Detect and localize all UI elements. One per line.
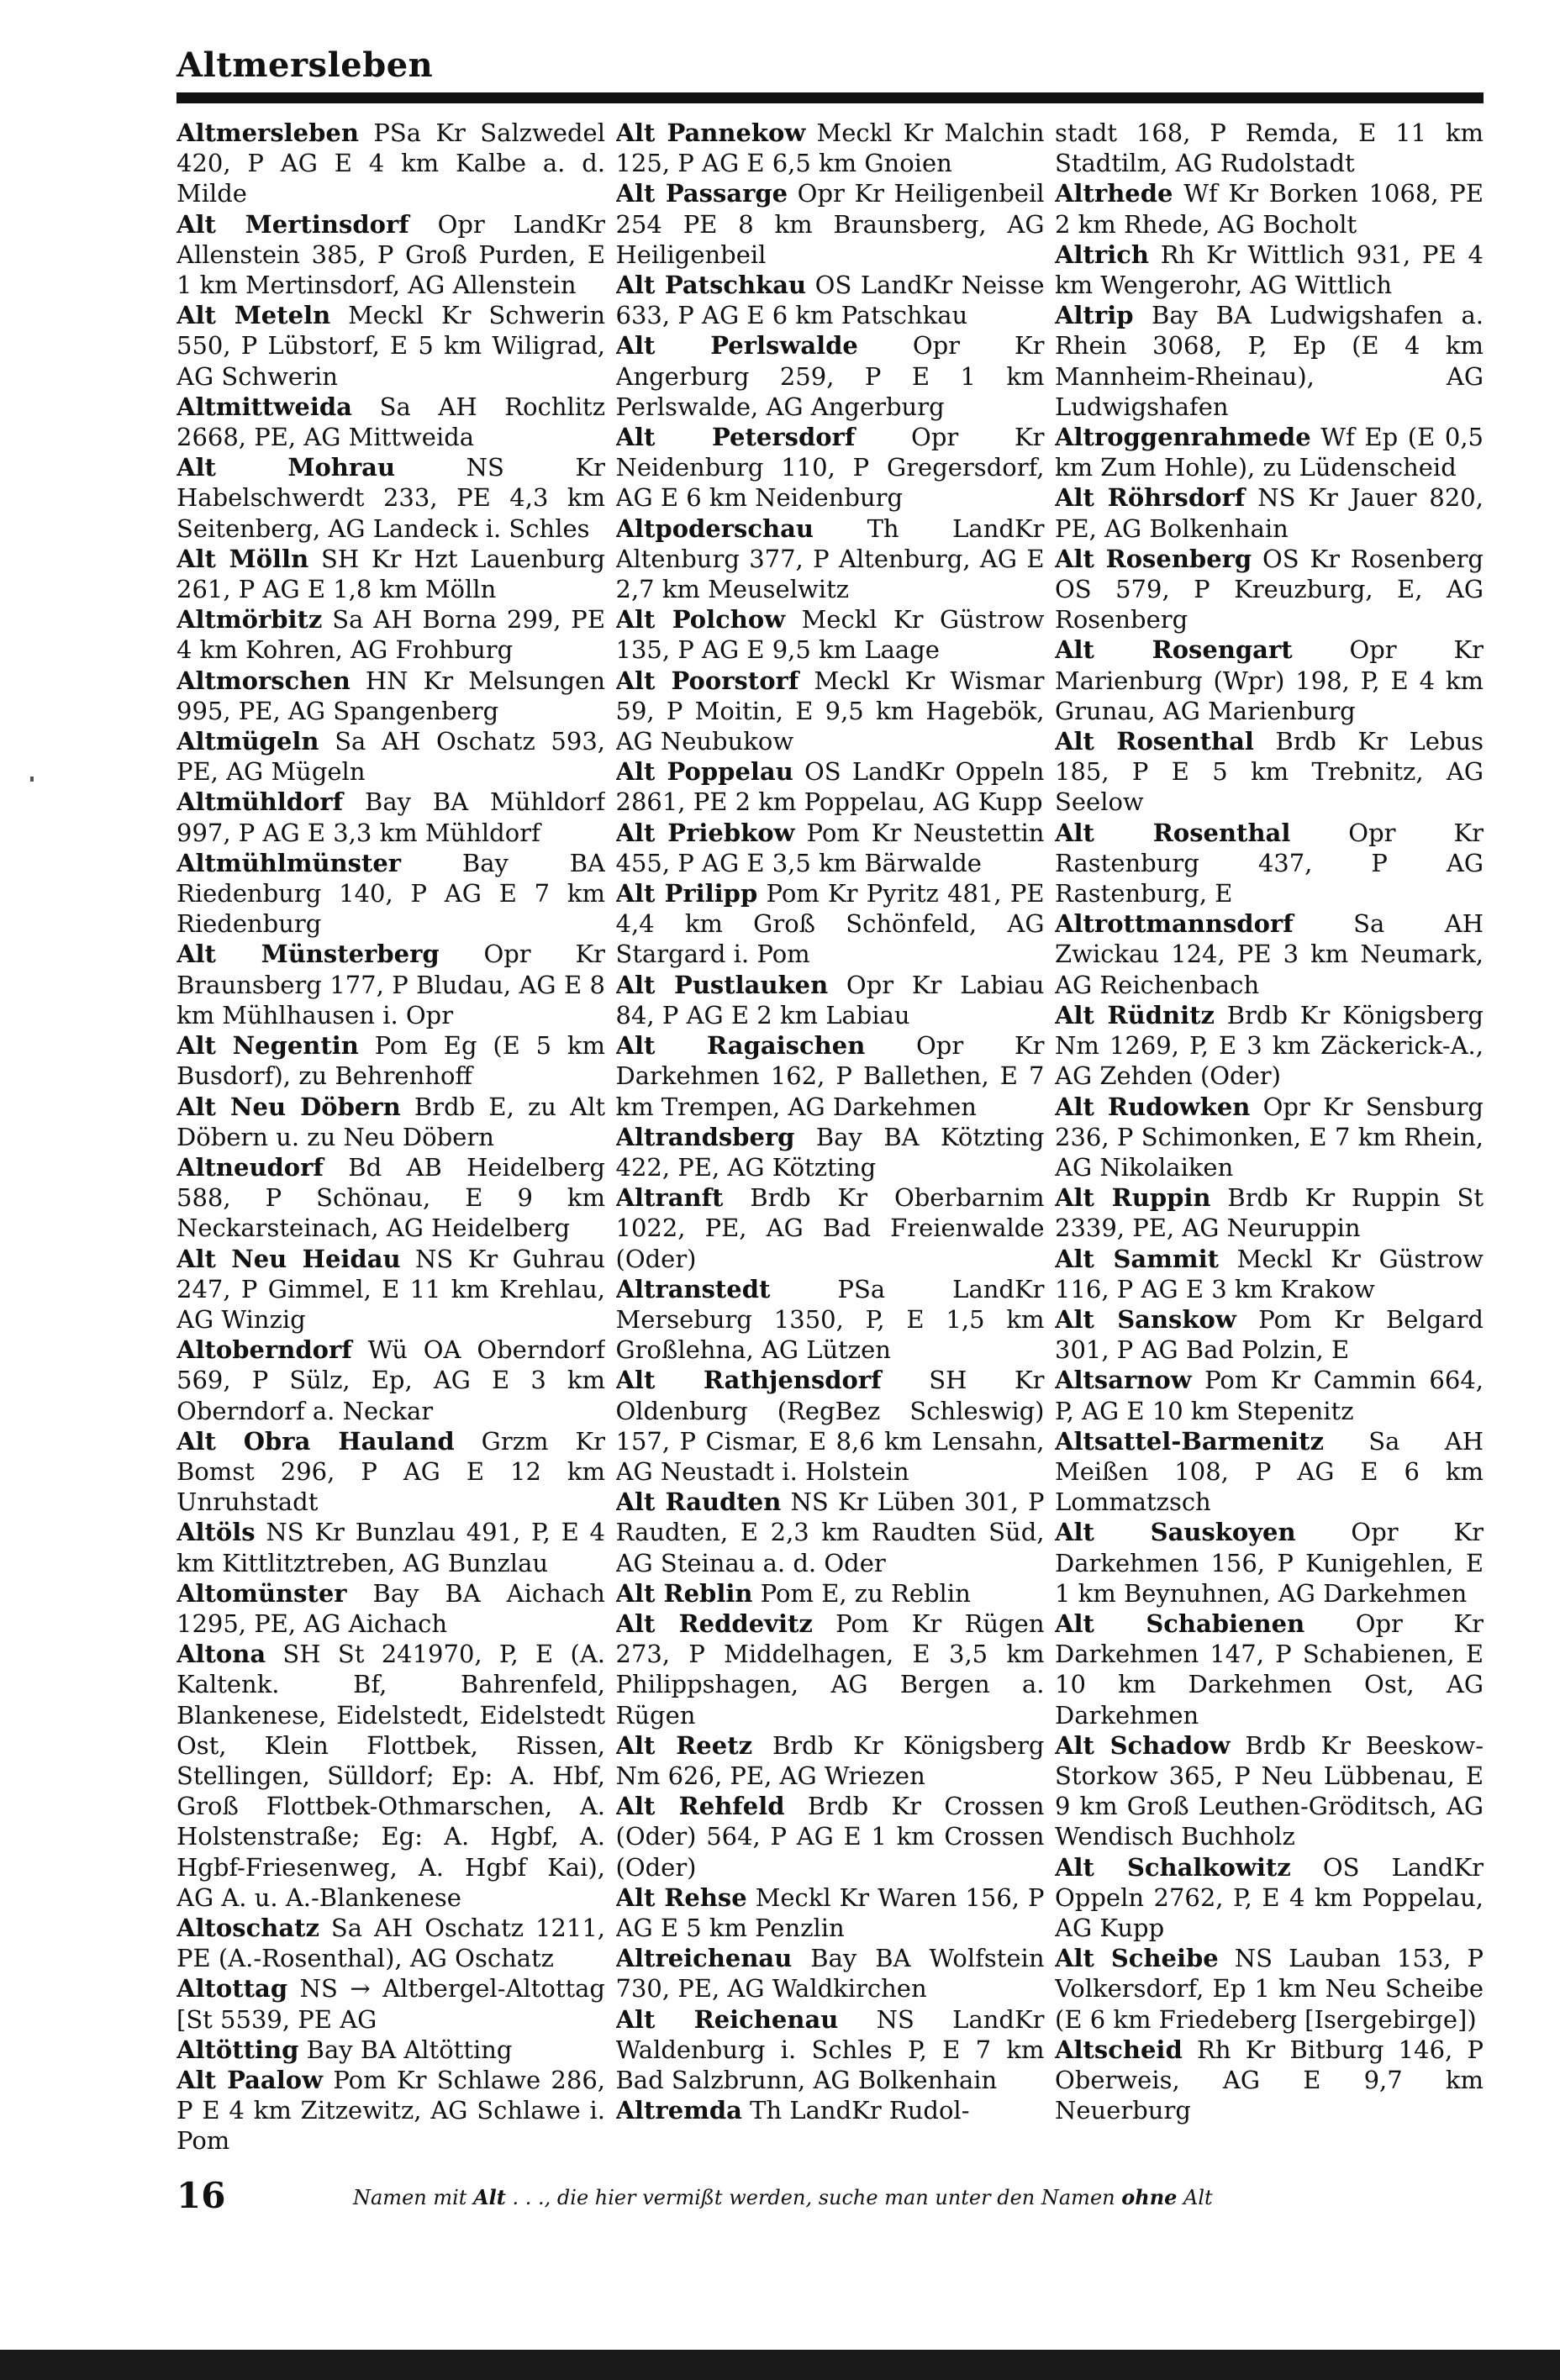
entry	[1055, 1730, 1484, 1852]
entry-name: Altoschatz	[177, 1913, 319, 1942]
entry	[177, 1426, 605, 1518]
entry-text: Bay BA Kötzting 422, PE, AG Kötzting	[615, 1122, 1045, 1182]
entry-name: Altomünster	[177, 1578, 347, 1608]
entry	[177, 209, 605, 301]
entry-name: Alt Poorstorf	[615, 666, 799, 695]
entry-name: Alt Reichenau	[615, 2004, 839, 2034]
entry	[177, 1092, 605, 1152]
entry	[616, 878, 1045, 970]
entry	[1055, 1000, 1484, 1092]
entry	[1055, 1365, 1484, 1425]
page-title: Altmersleben	[177, 45, 434, 85]
entry-name: Alt Schalkowitz	[1055, 1852, 1291, 1882]
entry	[1055, 726, 1484, 818]
entry-text: Sa AH Oschatz 593, PE, AG Mügeln	[177, 727, 605, 787]
entry	[616, 422, 1045, 513]
entry	[1055, 818, 1484, 909]
entry-text: Wf Ep (E 0,5 km Zum Hohle), zu Lüdenscheid	[1055, 423, 1484, 482]
entry-text: Bay BA Aichach 1295, PE, AG Aichach	[177, 1578, 605, 1638]
entry-name: Altroggenrahmede	[1055, 423, 1311, 452]
entry	[616, 970, 1045, 1030]
entry	[177, 118, 605, 209]
entry	[1055, 2035, 1484, 2126]
entry	[1055, 1852, 1484, 1944]
footer-note-post: Alt	[1177, 2186, 1213, 2209]
entry	[616, 1791, 1045, 1882]
entry	[1055, 1517, 1484, 1609]
entry-text: Bay BA Wolfstein 730, PE, AG Waldkirchen	[615, 1944, 1045, 2004]
entry	[1055, 634, 1484, 726]
entry-name: Alt Ruppin	[1055, 1183, 1211, 1213]
entry	[1055, 1609, 1484, 1730]
entry-name: Altreichenau	[615, 1944, 793, 1973]
entry-name: Alt Rüdnitz	[1055, 1000, 1215, 1029]
entry-text: SH St 241970, P, E (A. Kaltenk. Bf, Bahrenfeld, Blankenese, Eidelstedt, Eidelstedt Ost, Klein Flottbek, Rissen, Stellingen, Sülldorf; Ep: A. Hbf, Groß Flottbek-Othmarschen, A. Holstenstraße; Eg: A. Hgbf, A. Hgbf-Friesenweg, A. Hgbf Kai), AG A. u. A.-Blankenese	[177, 1640, 605, 1912]
entry	[616, 1030, 1045, 1122]
gazetteer-columns	[177, 118, 1484, 2235]
entry-name: Alt Rosenthal	[1055, 727, 1254, 756]
entry-text: Opr Kr Marienburg (Wpr) 198, P, E 4 km Grunau, AG Marienburg	[1055, 635, 1484, 725]
footer-note-pre: Namen mit	[353, 2186, 474, 2209]
entry-name: Alt Petersdorf	[615, 423, 856, 452]
entry	[616, 2004, 1045, 2096]
entry-text: Sa AH Rochlitz 2668, PE, AG Mittweida	[177, 392, 605, 452]
footer-note	[353, 2185, 1213, 2209]
column-2	[616, 118, 1045, 2235]
entry-text: Pom Kr Pyritz 481, PE 4,4 km Groß Schönfeld, AG Stargard i. Pom	[615, 879, 1045, 969]
page-number: 16	[177, 2175, 226, 2216]
entry-text: HN Kr Melsungen 995, PE, AG Spangenberg	[177, 666, 605, 725]
entry-name: Alt Passarge	[615, 179, 788, 208]
entry-text: OS LandKr Oppeln 2762, P, E 4 km Poppelau, AG Kupp	[1055, 1852, 1484, 1942]
entry-text: Pom Eg (E 5 km Busdorf), zu Behrenhoff	[177, 1031, 605, 1091]
entry-name: Alt Ragaischen	[615, 1031, 866, 1061]
entry-name: Alt Rehse	[615, 1882, 747, 1912]
column-1	[177, 118, 605, 2235]
entry-text: Th LandKr Rudol-	[741, 2096, 970, 2125]
entry-name: Alt Prilipp	[615, 879, 758, 908]
entry	[177, 1244, 605, 1335]
entry-text: Brdb E, zu Alt Döbern u. zu Neu Döbern	[177, 1092, 605, 1151]
entry	[616, 1365, 1045, 1487]
entry-text: NS LandKr Waldenburg i. Schles P, E 7 km Bad Salzbrunn, AG Bolkenhain	[615, 2004, 1045, 2094]
entry	[1055, 1426, 1484, 1518]
entry-name: Alt Reetz	[615, 1730, 753, 1760]
entry-name: Altmörbitz	[177, 605, 323, 634]
entry-name: Altsattel-Barmenitz	[1055, 1426, 1325, 1456]
entry-text: SH Kr Oldenburg (RegBez Schleswig) 157, P Cismar, E 8,6 km Lensahn, AG Neustadt i. Holstein	[615, 1366, 1045, 1486]
entry-name: Alt Priebkow	[615, 818, 795, 847]
entry	[616, 513, 1045, 605]
entry-text: Opr Kr Neidenburg 110, P Gregersdorf, AG E 6 km Neidenburg	[615, 423, 1045, 513]
entry	[1055, 482, 1484, 543]
entry-name: Alt Rudowken	[1055, 1092, 1251, 1121]
entry-name: Alt Meteln	[177, 301, 331, 330]
entry	[177, 1517, 605, 1577]
entry-name: Alt Paalow	[177, 2066, 324, 2094]
entry-name: Altottag	[177, 1974, 288, 2004]
entry-name: Alt Rathjensdorf	[615, 1366, 882, 1395]
entry-text: PSa LandKr Merseburg 1350, P, E 1,5 km Großlehna, AG Lützen	[615, 1274, 1045, 1365]
entry-text: NS Lauban 153, P Volkersdorf, Ep 1 km Neu Scheibe (E 6 km Friedeberg [Isergebirge])	[1055, 1944, 1484, 2034]
entry-text: NS Kr Guhrau 247, P Gimmel, E 11 km Krehlau, AG Winzig	[177, 1244, 605, 1334]
entry-text: Pom Kr Rügen 273, P Middelhagen, E 3,5 km Philippshagen, AG Bergen a. Rügen	[615, 1609, 1045, 1730]
entry-name: Altmügeln	[177, 727, 319, 756]
entry	[1055, 240, 1484, 300]
entry-name: Altrottmannsdorf	[1055, 909, 1294, 939]
entry-text: NS Kr Bunzlau 491, P, E 4 km Kittlitztreben, AG Bunzlau	[177, 1518, 605, 1577]
entry-name: Altötting	[177, 2035, 299, 2064]
entry-name: Alt Poppelau	[615, 757, 793, 787]
entry-text: NS Kr Lüben 301, P Raudten, E 2,3 km Raudten Süd, AG Steinau a. d. Oder	[615, 1488, 1045, 1577]
entry-text: Brdb Kr Lebus 185, P E 5 km Trebnitz, AG Seelow	[1055, 727, 1484, 817]
entry	[616, 1182, 1045, 1274]
footer-note-ohne: ohne	[1121, 2185, 1178, 2209]
entry-name: Alt Sanskow	[1055, 1304, 1236, 1334]
entry-name: Alt Sammit	[1055, 1244, 1219, 1273]
entry	[177, 666, 605, 726]
entry-text: OS LandKr Oppeln 2861, PE 2 km Poppelau, AG Kupp	[615, 757, 1045, 817]
entry-name: Altrich	[1055, 240, 1149, 269]
entry-text: Brdb Kr Ruppin St 2339, PE, AG Neuruppin	[1055, 1183, 1484, 1243]
entry	[616, 1882, 1045, 1943]
entry-text: Opr Kr Sensburg 236, P Schimonken, E 7 km Rhein, AG Nikolaiken	[1055, 1092, 1484, 1182]
entry-name: Altpoderschau	[615, 513, 814, 543]
entry-name: Altranstedt	[615, 1274, 771, 1303]
entry	[1055, 118, 1484, 178]
entry-text: Meckl Kr Güstrow 116, P AG E 3 km Krakow	[1055, 1244, 1484, 1303]
entry-text: Bay BA Altötting	[298, 2035, 513, 2064]
entry	[177, 787, 605, 847]
footer-note-alt: Alt	[473, 2185, 506, 2209]
entry-text: Brdb Kr Königsberg Nm 1269, P, E 3 km Zäckerick-A., AG Zehden (Oder)	[1055, 1000, 1484, 1091]
entry-text: Bay BA Ludwigshafen a. Rhein 3068, P, Ep (E 4 km Mannheim-Rheinau), AG Ludwigshafen	[1055, 301, 1484, 421]
entry	[1055, 1304, 1484, 1365]
entry	[616, 604, 1045, 665]
entry-text: Pom Kr Belgard 301, P AG Bad Polzin, E	[1055, 1304, 1484, 1365]
entry	[616, 1487, 1045, 1578]
entry-text: Sa AH Zwickau 124, PE 3 km Neumark, AG Reichenbach	[1055, 909, 1484, 999]
entry-name: Alt Sauskoyen	[1055, 1518, 1296, 1547]
entry	[616, 1730, 1045, 1791]
column-3	[1055, 118, 1484, 2235]
entry	[177, 300, 605, 392]
entry	[177, 1152, 605, 1244]
entry	[616, 178, 1045, 270]
entry	[177, 726, 605, 787]
entry-name: Alt Raudten	[615, 1488, 782, 1517]
entry-name: Alt Röhrsdorf	[1055, 483, 1246, 513]
entry-text: Opr Kr Angerburg 259, P E 1 km Perlswalde, AG Angerburg	[615, 331, 1045, 421]
entry-name: Alt Mölln	[177, 544, 309, 573]
entry-name: Alt Pustlauken	[615, 970, 829, 999]
entry-text: Bay BA Mühldorf 997, P AG E 3,3 km Mühldorf	[177, 787, 605, 847]
entry-name: Alt Reddevitz	[615, 1609, 813, 1638]
entry-text: Brdb Kr Oberbarnim 1022, PE, AG Bad Freienwalde (Oder)	[615, 1183, 1045, 1273]
entry-text: Pom Kr Cammin 664, P, AG E 10 km Stepenitz	[1055, 1366, 1484, 1425]
entry	[177, 848, 605, 940]
entry	[177, 1639, 605, 1913]
entry-name: Alt Mertinsdorf	[177, 209, 409, 239]
entry-name: Altmorschen	[177, 666, 350, 695]
entry-text: Opr Kr Braunsberg 177, P Bludau, AG E 8 km Mühlhausen i. Opr	[177, 940, 605, 1029]
entry-text: SH Kr Hzt Lauenburg 261, P AG E 1,8 km Mölln	[177, 544, 605, 604]
entry-text: Opr Kr Rastenburg 437, P AG Rastenburg, E	[1055, 818, 1484, 908]
entry-text: Opr Kr Darkehmen 162, P Ballethen, E 7 km Trempen, AG Darkehmen	[615, 1031, 1045, 1121]
entry-name: Alt Rosenberg	[1055, 544, 1252, 573]
entry-name: Alt Pannekow	[615, 118, 806, 147]
entry-text: Wü OA Oberndorf 569, P Sülz, Ep, AG E 3 km Oberndorf a. Neckar	[177, 1335, 605, 1425]
entry	[1055, 1943, 1484, 2035]
entry-name: Altoberndorf	[177, 1335, 352, 1365]
entry-text: Pom E, zu Reblin	[752, 1578, 971, 1608]
entry-text: stadt 168, P Remda, E 11 km Stadtilm, AG Rudolstadt	[1055, 118, 1484, 178]
entry	[1055, 908, 1484, 1000]
entry	[177, 2065, 605, 2156]
entry-name: Alt Polchow	[615, 605, 786, 634]
entry-text: Pom Kr Schlawe 286, P E 4 km Zitzewitz, AG Schlawe i. Pom	[177, 2066, 605, 2156]
entry-name: Altneudorf	[177, 1152, 324, 1182]
entry	[616, 1274, 1045, 1366]
entry-name: Alt Neu Heidau	[177, 1244, 401, 1273]
entry	[616, 118, 1045, 178]
entry	[616, 270, 1045, 330]
entry-text: Brdb Kr Beeskow-Storkow 365, P Neu Lübbenau, E 9 km Groß Leuthen-Gröditsch, AG Wendisch Buchholz	[1055, 1730, 1484, 1851]
entry-name: Altmittweida	[177, 392, 352, 421]
footer-note-mid: . . ., die hier vermißt werden, suche man unter den Namen	[505, 2186, 1122, 2209]
entry-text: Rh Kr Bitburg 146, P Oberweis, AG E 9,7 km Neuerburg	[1055, 2035, 1484, 2125]
entry-text: Meckl Kr Schwerin 550, P Lübstorf, E 5 km Wiligrad, AG Schwerin	[177, 301, 605, 391]
entry-text: NS Kr Jauer 820, PE, AG Bolkenhain	[1055, 483, 1484, 543]
entry-name: Alt Negentin	[177, 1031, 359, 1061]
entry-name: Alt Perlswalde	[615, 331, 858, 361]
entry	[1055, 300, 1484, 422]
entry-name: Altöls	[177, 1518, 256, 1547]
entry	[616, 756, 1045, 817]
entry-name: Alt Neu Döbern	[177, 1092, 401, 1121]
entry-name: Alt Patschkau	[615, 271, 807, 300]
entry-name: Alt Obra Hauland	[177, 1426, 455, 1456]
entry	[1055, 544, 1484, 635]
entry-name: Alt Reblin	[615, 1578, 753, 1608]
entry-text: OS LandKr Neisse 633, P AG E 6 km Patschkau	[615, 271, 1045, 330]
entry	[177, 604, 605, 665]
entry-text: PSa Kr Salzwedel 420, P AG E 4 km Kalbe a. d. Milde	[177, 118, 605, 208]
entry	[177, 1335, 605, 1426]
entry	[177, 1913, 605, 1973]
entry	[177, 1973, 605, 2034]
entry-text: Sa AH Meißen 108, P AG E 6 km Lommatzsch	[1055, 1426, 1484, 1517]
header-rule	[177, 92, 1484, 103]
entry-name: Altrandsberg	[615, 1122, 795, 1151]
entry	[616, 330, 1045, 422]
entry-name: Altsarnow	[1055, 1366, 1192, 1395]
entry-text: Bd AB Heidelberg 588, P Schönau, E 9 km Neckarsteinach, AG Heidelberg	[177, 1152, 605, 1243]
entry-name: Alt Schabienen	[1055, 1609, 1305, 1638]
entry	[616, 1122, 1045, 1182]
entry-name: Altscheid	[1055, 2035, 1183, 2064]
entry-name: Alt Mohrau	[177, 453, 396, 482]
entry-text: Grzm Kr Bomst 296, P AG E 12 km Unruhstadt	[177, 1426, 605, 1517]
entry	[1055, 1244, 1484, 1304]
entry	[1055, 1092, 1484, 1183]
entry-text: Wf Kr Borken 1068, PE 2 km Rhede, AG Bocholt	[1055, 179, 1484, 239]
entry	[616, 818, 1045, 878]
entry-text: Sa AH Oschatz 1211, PE (A.-Rosenthal), AG Oschatz	[177, 1913, 605, 1973]
entry-text: Sa AH Borna 299, PE 4 km Kohren, AG Frohburg	[177, 605, 605, 665]
entry-text: Meckl Kr Güstrow 135, P AG E 9,5 km Laage	[615, 605, 1045, 665]
bottom-edge	[0, 2330, 1560, 2380]
entry-text: Pom Kr Neustettin 455, P AG E 3,5 km Bärwalde	[615, 818, 1045, 877]
entry-name: Alt Rosengart	[1055, 635, 1293, 665]
entry-text: Opr LandKr Allenstein 385, P Groß Purden, E 1 km Mertinsdorf, AG Allenstein	[177, 209, 605, 300]
entry-name: Altrip	[1055, 301, 1134, 330]
entry-text: Rh Kr Wittlich 931, PE 4 km Wengerohr, AG Wittlich	[1055, 240, 1484, 300]
entry-text: OS Kr Rosenberg OS 579, P Kreuzburg, E, AG Rosenberg	[1055, 544, 1484, 634]
entry	[177, 2035, 605, 2065]
entry	[177, 1578, 605, 1639]
entry-text: NS Kr Habelschwerdt 233, PE 4,3 km Seitenberg, AG Landeck i. Schles	[177, 453, 605, 543]
entry-text: Brdb Kr Königsberg Nm 626, PE, AG Wriezen	[615, 1730, 1045, 1790]
entry	[177, 1030, 605, 1091]
entry-text: Meckl Kr Wismar 59, P Moitin, E 9,5 km Hagebök, AG Neubukow	[615, 666, 1045, 756]
entry	[616, 1943, 1045, 2004]
entry-text: Bay BA Riedenburg 140, P AG E 7 km Riedenburg	[177, 848, 605, 939]
entry-name: Alt Münsterberg	[177, 940, 440, 969]
entry-name: Altrhede	[1055, 179, 1173, 208]
entry	[1055, 178, 1484, 239]
entry-text: Opr Kr Darkehmen 147, P Schabienen, E 10 km Darkehmen Ost, AG Darkehmen	[1055, 1609, 1484, 1730]
entry-name: Alt Rosenthal	[1055, 818, 1291, 847]
entry-name: Alt Schadow	[1055, 1730, 1231, 1760]
entry-name: Altmühlmünster	[177, 848, 402, 877]
entry-text: Th LandKr Altenburg 377, P Altenburg, AG E 2,7 km Meuselwitz	[615, 513, 1045, 604]
entry	[177, 939, 605, 1030]
entry	[1055, 422, 1484, 482]
entry	[1055, 1182, 1484, 1243]
entry	[177, 452, 605, 544]
entry-name: Altmühldorf	[177, 787, 344, 817]
entry-name: Alt Scheibe	[1055, 1944, 1219, 1973]
entry-name: Altremda	[615, 2096, 742, 2125]
entry-name: Alt Rehfeld	[615, 1792, 785, 1821]
entry-name: Altona	[177, 1640, 266, 1669]
entry	[616, 2095, 1045, 2125]
entry-name: Altranft	[615, 1183, 724, 1213]
margin-mark	[30, 777, 34, 782]
entry-text: Opr Kr Darkehmen 156, P Kunigehlen, E 1 km Beynuhnen, AG Darkehmen	[1055, 1518, 1484, 1608]
entry-text: Meckl Kr Malchin 125, P AG E 6,5 km Gnoien	[615, 118, 1045, 178]
entry	[616, 666, 1045, 757]
entry-name: Altmersleben	[177, 118, 359, 147]
entry-text: Opr Kr Labiau 84, P AG E 2 km Labiau	[615, 970, 1045, 1029]
entry-text: NS → Altbergel-Altottag [St 5539, PE AG	[177, 1974, 605, 2034]
entry-text: Brdb Kr Crossen (Oder) 564, P AG E 1 km Crossen (Oder)	[615, 1792, 1045, 1882]
entry-text: Meckl Kr Waren 156, P AG E 5 km Penzlin	[615, 1882, 1045, 1942]
entry-text: Opr Kr Heiligenbeil 254 PE 8 km Braunsberg, AG Heiligenbeil	[615, 179, 1045, 269]
entry	[616, 1609, 1045, 1730]
entry	[177, 544, 605, 604]
entry	[616, 1578, 1045, 1609]
entry	[177, 392, 605, 452]
